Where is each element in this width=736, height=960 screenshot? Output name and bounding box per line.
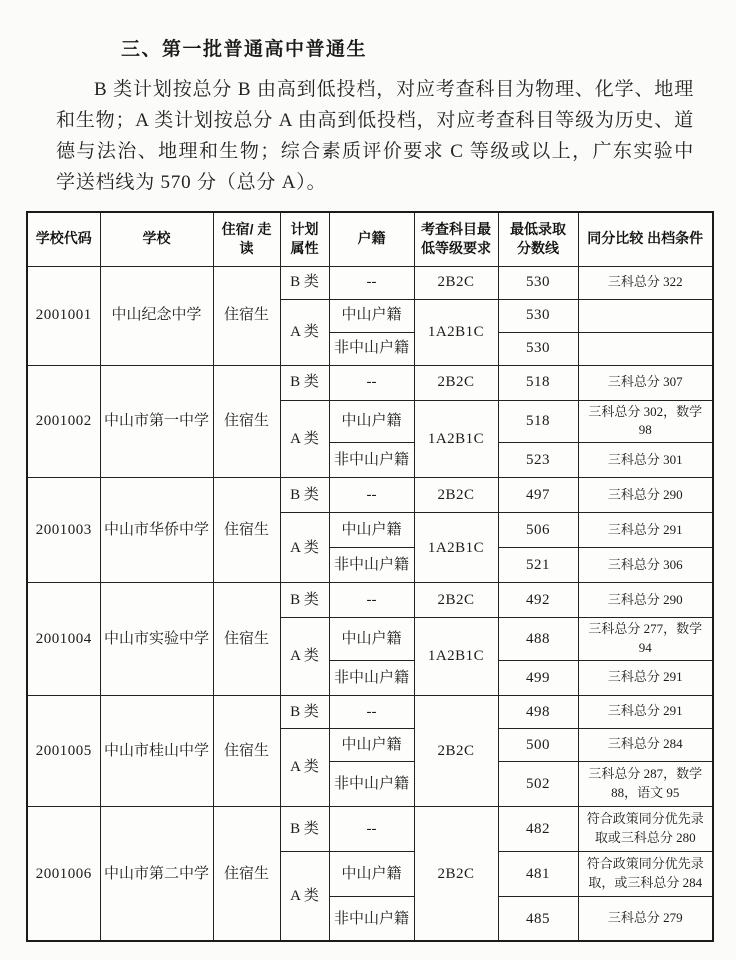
- cell-school-name: 中山纪念中学: [100, 266, 213, 365]
- cell-tiebreak: 三科总分 290: [578, 478, 713, 513]
- page-title: 三、第一批普通高中普通生: [121, 39, 368, 60]
- cell-tiebreak: 三科总分 287，数学 88，语文 95: [578, 761, 713, 806]
- cell-residence: 中山户籍: [329, 299, 414, 332]
- cell-tiebreak: 三科总分 322: [578, 266, 713, 299]
- header-school-code: 学校代码: [27, 212, 100, 266]
- table-row: [27, 695, 713, 728]
- cell-residence: 非中山户籍: [329, 443, 414, 478]
- cell-residence: --: [329, 695, 414, 728]
- header-min-score: 最低录取 分数线: [498, 212, 578, 266]
- cell-residence: 中山户籍: [329, 513, 414, 548]
- cell-plan-type: A 类: [280, 851, 329, 941]
- table-row: [27, 806, 713, 851]
- cell-school-name: 中山市第二中学: [100, 806, 213, 941]
- cell-plan-type: B 类: [280, 583, 329, 618]
- header-residence: 户籍: [329, 212, 414, 266]
- cell-plan-type: B 类: [280, 478, 329, 513]
- cell-tiebreak: 三科总分 291: [578, 695, 713, 728]
- cell-residence: 非中山户籍: [329, 761, 414, 806]
- cell-plan-type: B 类: [280, 806, 329, 851]
- cell-residence: 中山户籍: [329, 851, 414, 896]
- cell-min-score: 498: [498, 695, 578, 728]
- cell-min-score: 488: [498, 618, 578, 661]
- cell-tiebreak: 三科总分 307: [578, 365, 713, 400]
- cell-residence: 非中山户籍: [329, 548, 414, 583]
- cell-tiebreak: 三科总分 291: [578, 660, 713, 695]
- cell-min-score: 530: [498, 266, 578, 299]
- cell-requirement: 2B2C: [414, 695, 498, 806]
- cell-plan-type: A 类: [280, 728, 329, 806]
- cell-plan-type: B 类: [280, 365, 329, 400]
- header-boarding: 住宿/ 走读: [213, 212, 280, 266]
- cell-tiebreak: 三科总分 284: [578, 728, 713, 761]
- cell-tiebreak: 三科总分 290: [578, 583, 713, 618]
- cell-min-score: 481: [498, 851, 578, 896]
- cell-boarding: 住宿生: [213, 478, 280, 583]
- cell-min-score: 521: [498, 548, 578, 583]
- cell-min-score: 482: [498, 806, 578, 851]
- cell-plan-type: A 类: [280, 513, 329, 583]
- table-row: [27, 266, 713, 299]
- cell-residence: --: [329, 583, 414, 618]
- cell-boarding: 住宿生: [213, 365, 280, 478]
- cell-school-name: 中山市华侨中学: [100, 478, 213, 583]
- cell-school-name: 中山市桂山中学: [100, 695, 213, 806]
- header-plan-type: 计划 属性: [280, 212, 329, 266]
- cell-tiebreak: 三科总分 279: [578, 896, 713, 941]
- cell-tiebreak: 三科总分 291: [578, 513, 713, 548]
- cell-min-score: 530: [498, 332, 578, 365]
- cell-requirement: 2B2C: [414, 583, 498, 618]
- cell-min-score: 506: [498, 513, 578, 548]
- cell-requirement: 1A2B1C: [414, 513, 498, 583]
- cell-min-score: 518: [498, 400, 578, 443]
- table-header-row: [27, 212, 713, 266]
- cell-tiebreak: 三科总分 306: [578, 548, 713, 583]
- cell-requirement: 2B2C: [414, 806, 498, 941]
- cell-boarding: 住宿生: [213, 806, 280, 941]
- cell-boarding: 住宿生: [213, 266, 280, 365]
- cell-school-code: 2001002: [27, 365, 100, 478]
- cell-tiebreak: 符合政策同分优先录取或三科总分 280: [578, 806, 713, 851]
- cell-min-score: 530: [498, 299, 578, 332]
- cell-tiebreak: [578, 332, 713, 365]
- cell-residence: 中山户籍: [329, 728, 414, 761]
- cell-school-code: 2001001: [27, 266, 100, 365]
- cell-min-score: 502: [498, 761, 578, 806]
- cell-residence: --: [329, 806, 414, 851]
- cell-min-score: 497: [498, 478, 578, 513]
- cell-residence: 非中山户籍: [329, 332, 414, 365]
- cell-boarding: 住宿生: [213, 695, 280, 806]
- cell-residence: --: [329, 266, 414, 299]
- cell-boarding: 住宿生: [213, 583, 280, 696]
- cell-plan-type: A 类: [280, 299, 329, 365]
- cell-requirement: 2B2C: [414, 365, 498, 400]
- cell-school-code: 2001006: [27, 806, 100, 941]
- cell-min-score: 500: [498, 728, 578, 761]
- cell-school-code: 2001003: [27, 478, 100, 583]
- cell-tiebreak: 符合政策同分优先录取，或三科总分 284: [578, 851, 713, 896]
- cell-plan-type: A 类: [280, 400, 329, 478]
- cell-school-name: 中山市实验中学: [100, 583, 213, 696]
- cell-school-name: 中山市第一中学: [100, 365, 213, 478]
- cell-requirement: 2B2C: [414, 478, 498, 513]
- cell-residence: 中山户籍: [329, 618, 414, 661]
- admission-score-table: [26, 211, 714, 942]
- cell-min-score: 485: [498, 896, 578, 941]
- cell-requirement: 1A2B1C: [414, 400, 498, 478]
- cell-min-score: 492: [498, 583, 578, 618]
- cell-requirement: 2B2C: [414, 266, 498, 299]
- cell-tiebreak: 三科总分 301: [578, 443, 713, 478]
- table-row: [27, 583, 713, 618]
- cell-residence: 非中山户籍: [329, 660, 414, 695]
- cell-tiebreak: 三科总分 302，数学 98: [578, 400, 713, 443]
- cell-tiebreak: [578, 299, 713, 332]
- cell-residence: --: [329, 365, 414, 400]
- cell-plan-type: B 类: [280, 266, 329, 299]
- cell-tiebreak: 三科总分 277，数学 94: [578, 618, 713, 661]
- body-paragraph: B 类计划按总分 B 由高到低投档，对应考查科目为物理、化学、地理和生物；A 类计划按总分 A 由高到低投档，对应考查科目等级为历史、道德与法治、地理和生物；综合素质评价要求 C 等级或以上，广东实验中学送档线为 570 分（总分 A）。: [56, 79, 694, 193]
- cell-plan-type: A 类: [280, 618, 329, 696]
- cell-residence: 中山户籍: [329, 400, 414, 443]
- cell-school-code: 2001005: [27, 695, 100, 806]
- cell-requirement: 1A2B1C: [414, 299, 498, 365]
- cell-requirement: 1A2B1C: [414, 618, 498, 696]
- table-row: [27, 478, 713, 513]
- cell-school-code: 2001004: [27, 583, 100, 696]
- cell-plan-type: B 类: [280, 695, 329, 728]
- cell-residence: 非中山户籍: [329, 896, 414, 941]
- table-row: [27, 365, 713, 400]
- header-tiebreak: 同分比较 出档条件: [578, 212, 713, 266]
- cell-min-score: 523: [498, 443, 578, 478]
- cell-residence: --: [329, 478, 414, 513]
- cell-min-score: 518: [498, 365, 578, 400]
- header-school: 学校: [100, 212, 213, 266]
- header-subject-requirement: 考查科目最低等级要求: [414, 212, 498, 266]
- cell-min-score: 499: [498, 660, 578, 695]
